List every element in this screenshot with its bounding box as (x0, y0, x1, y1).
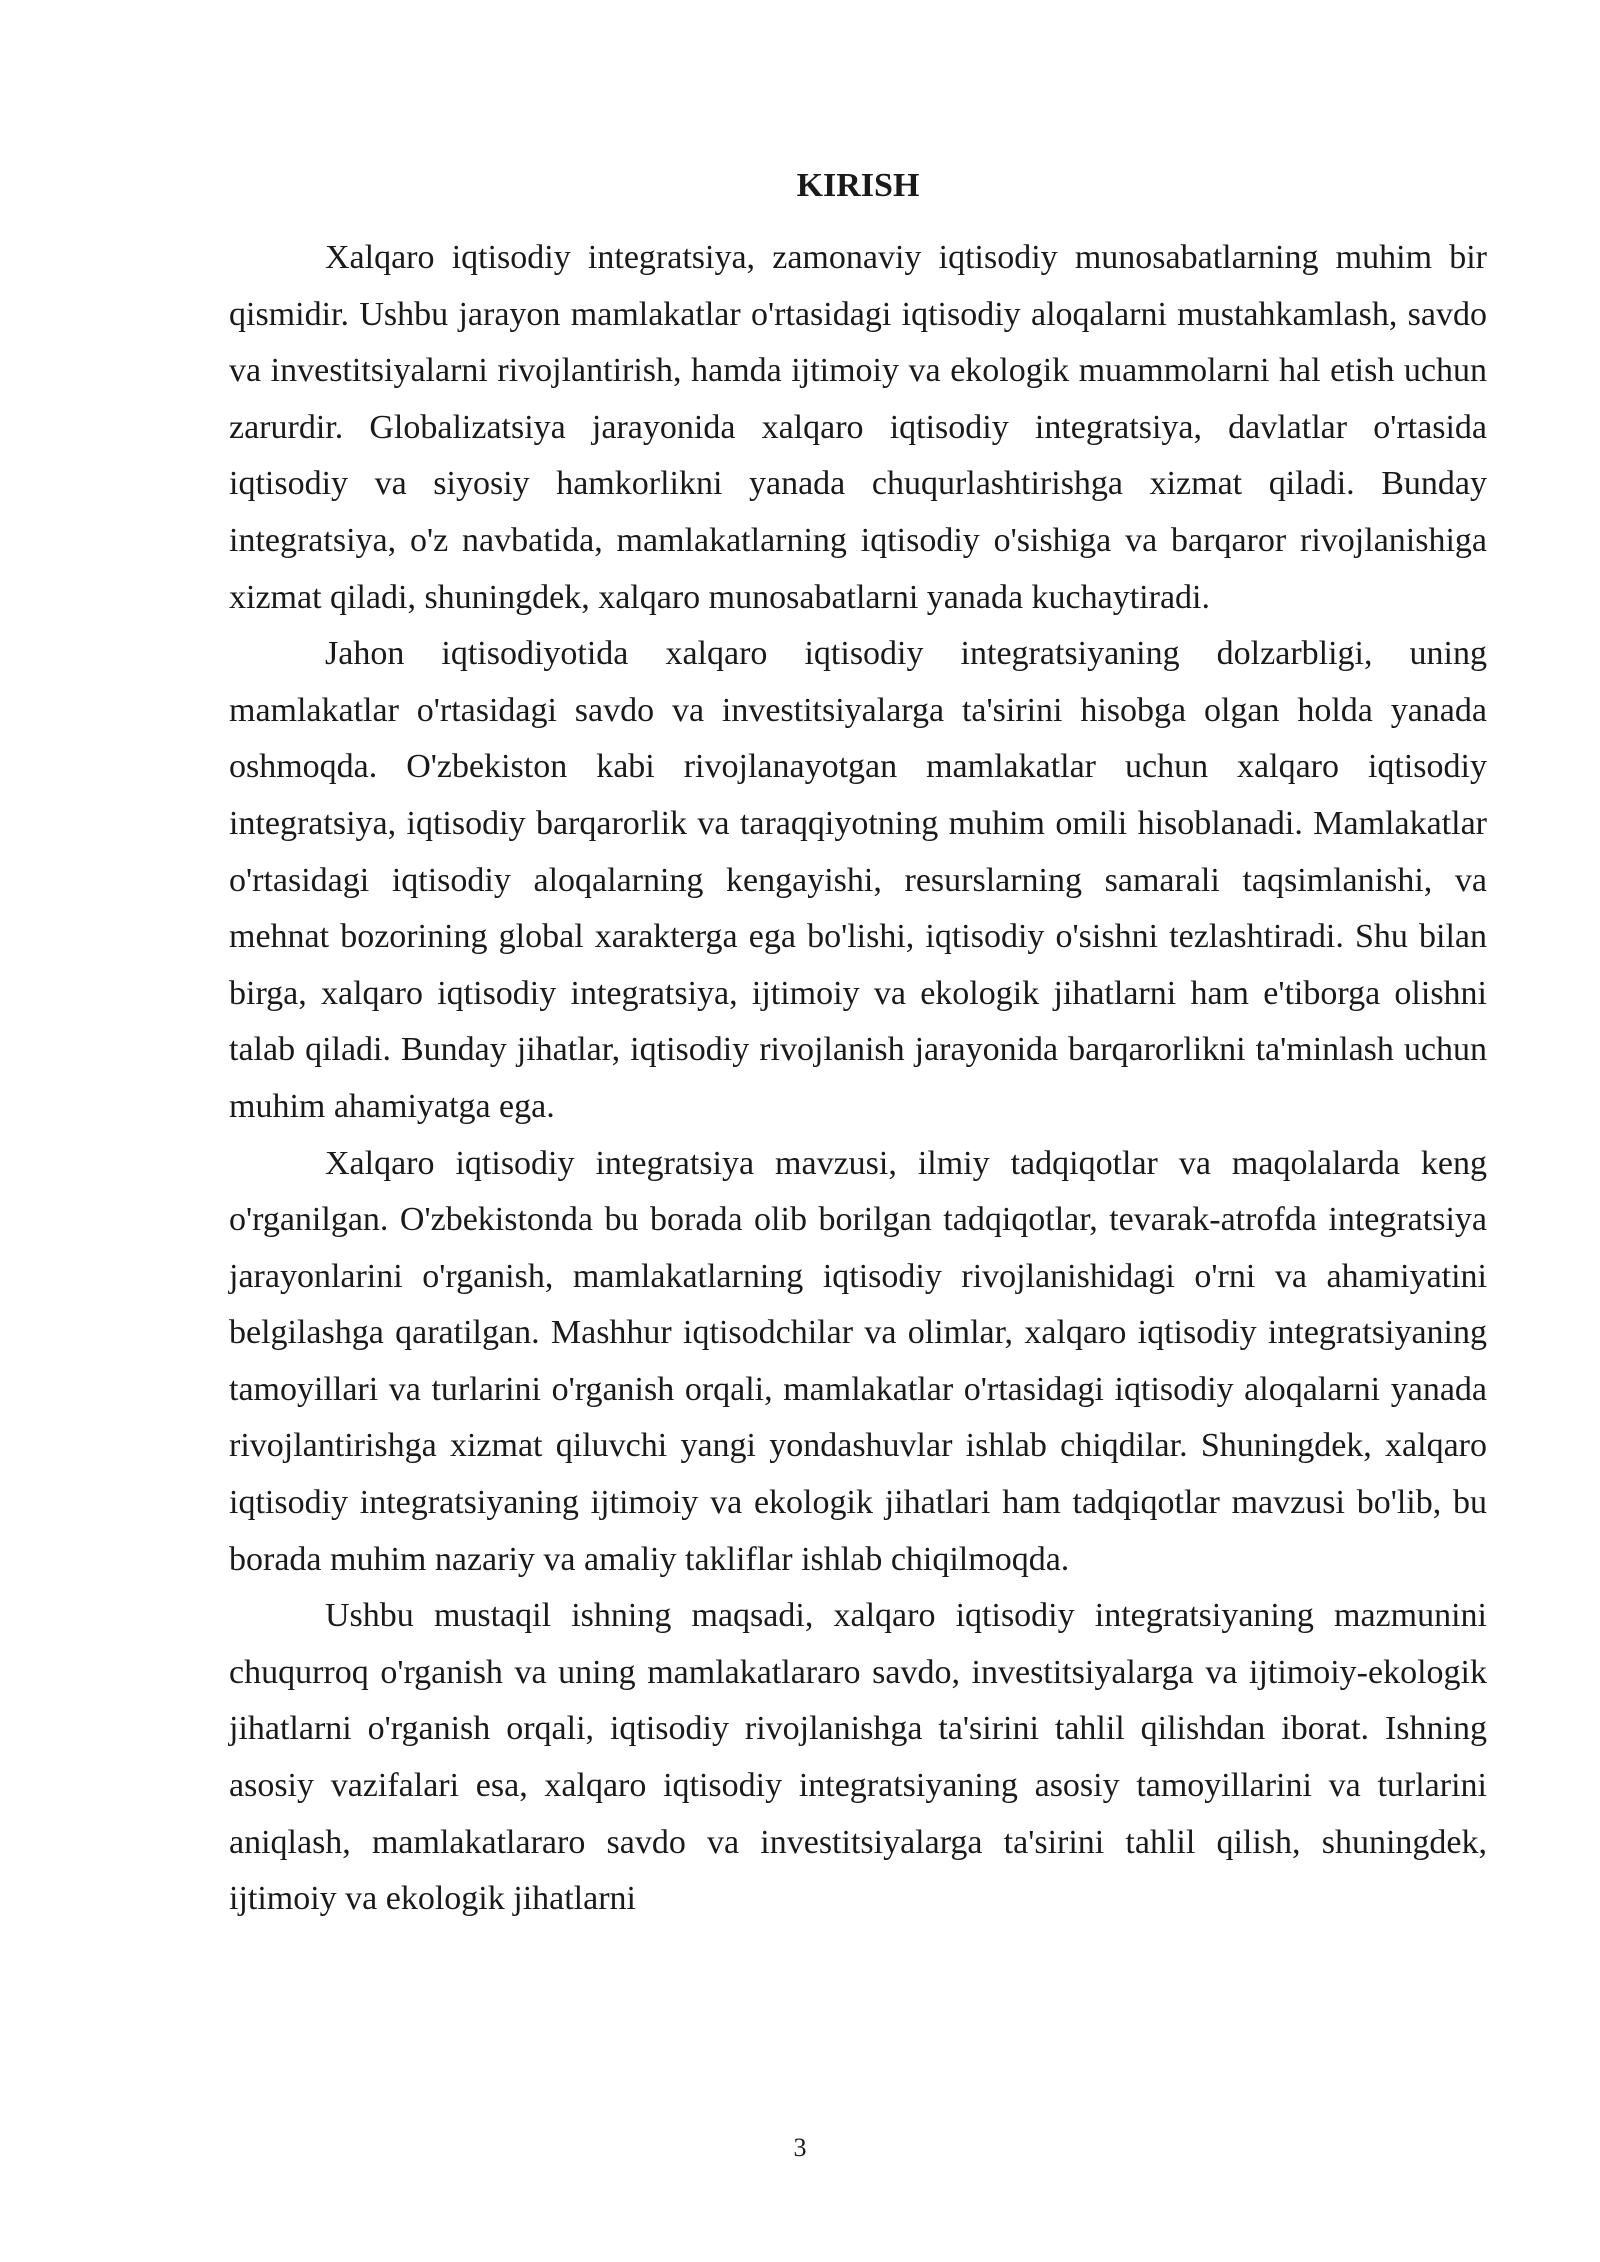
paragraph-4: Ushbu mustaqil ishning maqsadi, xalqaro iqtisodiy integratsiyaning mazmunini chuqurroq o'rganish va uning mamlakatlararo savdo, investitsiyalarga va ijtimoiy-ekologik jihatlarni o'rganish orqali, iqtisodiy rivojlanishga ta'sirini tahlil qilishdan iborat. Ishning asosiy vazifalari esa, xalqaro iqtisodiy integratsiyaning asosiy tamoyillarini va turlarini aniqlash, mamlakatlararo savdo va investitsiyalarga ta'sirini tahlil qilish, shuningdek, ijtimoiy va ekologik jihatlarni (229, 1597, 1487, 1918)
paragraph-3: Xalqaro iqtisodiy integratsiya mavzusi, ilmiy tadqiqotlar va maqolalarda keng o'rganilgan. O'zbekistonda bu borada olib borilgan tadqiqotlar, tevarak-atrofda integratsiya jarayonlarini o'rganish, mamlakatlarning iqtisodiy rivojlanishidagi o'rni va ahamiyatini belgilashga qaratilgan. Mashhur iqtisodchilar va olimlar, xalqaro iqtisodiy integratsiyaning tamoyillari va turlarini o'rganish orqali, mamlakatlar o'rtasidagi iqtisodiy aloqalarni yanada rivojlantirishga xizmat qiluvchi yangi yondashuvlar ishlab chiqdilar. Shuningdek, xalqaro iqtisodiy integratsiyaning ijtimoiy va ekologik jihatlari ham tadqiqotlar mavzusi bo'lib, bu borada muhim nazariy va amaliy takliflar ishlab chiqilmoqda. (229, 1144, 1487, 1578)
paragraph-2: Jahon iqtisodiyotida xalqaro iqtisodiy integratsiyaning dolzarbligi, uning mamlakatlar o'rtasidagi savdo va investitsiyalarga ta'sirini hisobga olgan holda yanada oshmoqda. O'zbekiston kabi rivojlanayotgan mamlakatlar uchun xalqaro iqtisodiy integratsiya, iqtisodiy barqarorlik va taraqqiyotning muhim omili hisoblanadi. Mamlakatlar o'rtasidagi iqtisodiy aloqalarning kengayishi, resurslarning samarali taqsimlanishi, va mehnat bozorining global xarakterga ega bo'lishi, iqtisodiy o'sishni tezlashtiradi. Shu bilan birga, xalqaro iqtisodiy integratsiya, ijtimoiy va ekologik jihatlarni ham e'tiborga olishni talab qiladi. Bunday jihatlar, iqtisodiy rivojlanish jarayonida barqarorlikni ta'minlash uchun muhim ahamiyatga ega. (229, 635, 1487, 1125)
paragraph-1: Xalqaro iqtisodiy integratsiya, zamonaviy iqtisodiy munosabatlarning muhim bir qismidir. Ushbu jarayon mamlakatlar o'rtasidagi iqtisodiy aloqalarni mustahkamlash, savdo va investitsiyalarni rivojlantirish, hamda ijtimoiy va ekologik muammolarni hal etish uchun zarurdir. Globalizatsiya jarayonida xalqaro iqtisodiy integratsiya, davlatlar o'rtasida iqtisodiy va siyosiy hamkorlikni yanada chuqurlashtirishga xizmat qiladi. Bunday integratsiya, o'z navbatida, mamlakatlarning iqtisodiy o'sishiga va barqaror rivojlanishiga xizmat qiladi, shuningdek, xalqaro munosabatlarni yanada kuchaytiradi. (229, 239, 1487, 616)
section-title: KIRISH (796, 167, 920, 204)
page-content (229, 158, 1487, 1928)
page-number: 3 (793, 2133, 807, 2162)
